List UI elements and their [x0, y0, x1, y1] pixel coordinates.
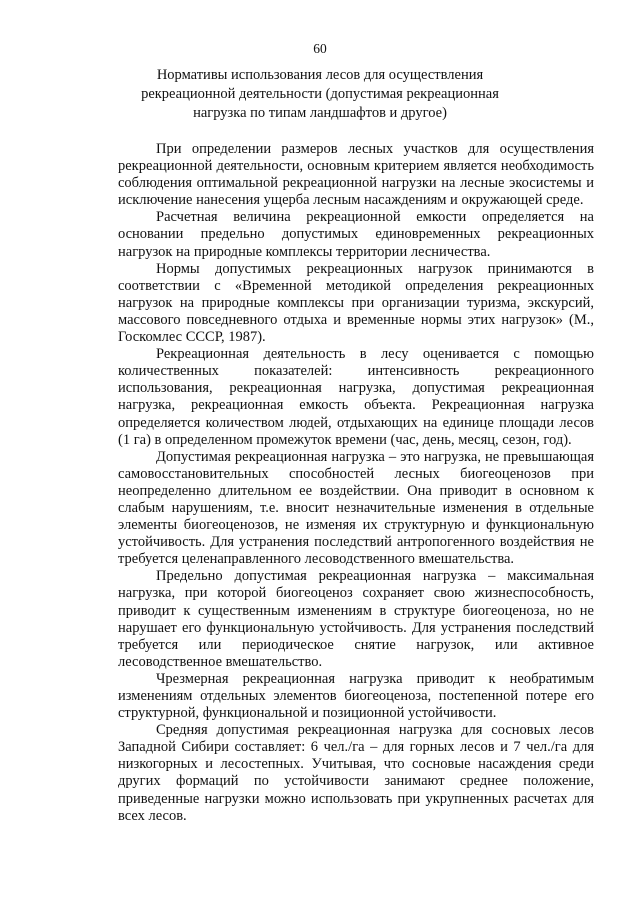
paragraph-plot-size-criteria: При определении размеров лесных участков для осуществления рекреационной деятельности, основным критерием является необходимость соблюдения оптимальной рекреационной нагрузки на лесные экосистемы и исключение нанесения ущерба лесным насаждениям и окружающей среде.	[118, 141, 594, 209]
section-title-line: рекреационной деятельности (допустимая рекреационная	[141, 86, 499, 102]
paragraph-permissible-load: Допустимая рекреационная нагрузка – это нагрузка, не превышающая самовосстановительных способностей лесных биогеоценозов при неопределенно длительном ее воздействии. Она приводит в основном к слабым нарушениям, т.е. вносит незначительные изменения в отдельные элементы биогеоценозов, не изменяя их структурную и функциональную устойчивость. Для устранения последствий антропогенного воздействия не требуется целенаправленного лесоводственного вмешательства.	[118, 448, 594, 568]
paragraph-excessive-load: Чрезмерная рекреационная нагрузка приводит к необратимым изменениям отдельных элементов биогеоценоза, постепенной потере его структурной, функциональной и позиционной устойчивости.	[118, 670, 594, 722]
paragraph-average-load: Средняя допустимая рекреационная нагрузка для сосновых лесов Западной Сибири составляет: 6 чел./га – для горных лесов и 7 чел./га для низкогорных и лесостепных. Учитывая, что сосновые насаждения среди других формаций по устойчивости занимают среднее положение, приведенные нагрузки можно использовать при укрупненных расчетах для всех лесов.	[118, 722, 594, 824]
paragraph-recreational-capacity: Расчетная величина рекреационной емкости определяется на основании предельно допустимых единовременных рекреационных нагрузок на природные комплексы территории лесничества.	[118, 209, 594, 260]
paragraph-max-permissible-load: Предельно допустимая рекреационная нагрузка – максимальная нагрузка, при которой биогеоценоз сохраняет свою жизнеспособность, приводит к существенным изменениям в структуре биогеоценоза, но не нарушает его функциональную устойчивость. Для устранения последствий требуется или периодическое снятие нагрузок, или активное лесоводственное вмешательство.	[118, 568, 594, 670]
paragraph-load-norms: Нормы допустимых рекреационных нагрузок принимаются в соответствии с «Временной методикой определения рекреационных нагрузок на природные комплексы при организации туризма, экскурсий, массового повседневного отдыха и временные нормы этих нагрузок» (М., Госкомлес СССР, 1987).	[118, 260, 594, 346]
paragraph-quantitative-indicators: Рекреационная деятельность в лесу оценивается с помощью количественных показателей: интенсивность рекреационного использования, рекреационная нагрузка, допустимая рекреационная нагрузка, рекреационная емкость объекта. Рекреационная нагрузка определяется количеством людей, отдыхающих на единице площади лесов (1 га) в определенном промежуток времени (час, день, месяц, сезон, год).	[118, 346, 594, 448]
page-number: 60	[313, 41, 327, 56]
section-title-line: Нормативы использования лесов для осуществления	[156, 67, 484, 83]
section-title	[130, 66, 510, 123]
body-text	[118, 141, 594, 825]
section-title-line: нагрузка по типам ландшафтов и другое)	[193, 105, 447, 121]
